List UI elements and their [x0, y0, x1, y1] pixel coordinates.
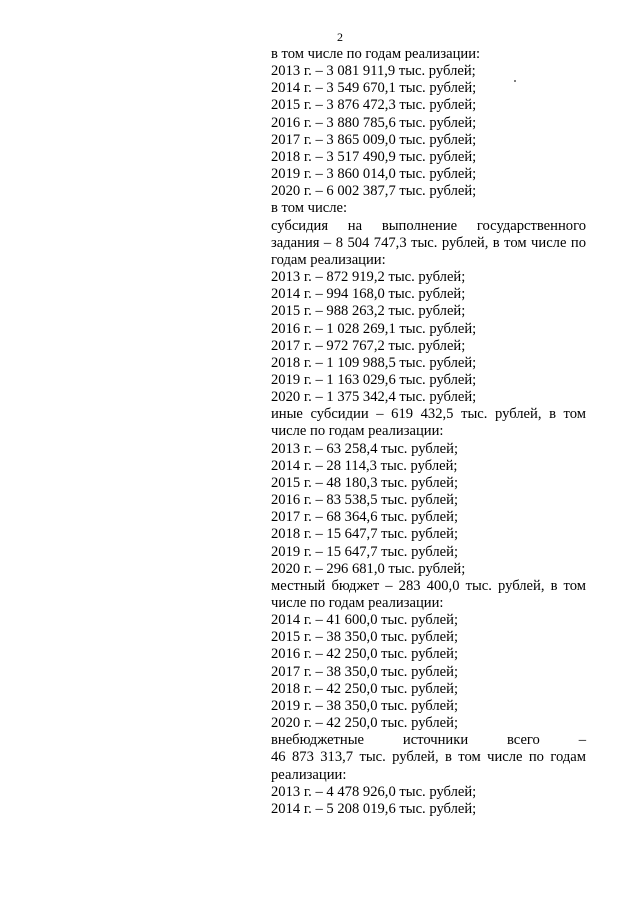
other-subsidies-paragraph: иные субсидии – 619 432,5 тыс. рублей, в том числе по годам реализации: — [271, 406, 586, 440]
extrabudgetary-paragraph-first-line: внебюджетные источники всего – — [271, 732, 586, 749]
year-line: 2014 г. – 5 208 019,6 тыс. рублей; — [271, 800, 477, 817]
year-line: 2015 г. – 48 180,3 тыс. рублей; — [271, 474, 458, 491]
year-line: 2017 г. – 972 767,2 тыс. рублей; — [271, 337, 466, 354]
document-body — [271, 46, 586, 818]
year-line: 2020 г. – 296 681,0 тыс. рублей; — [271, 560, 466, 577]
year-line: 2020 г. – 1 375 342,4 тыс. рублей; — [271, 389, 477, 406]
year-line: 2017 г. – 38 350,0 тыс. рублей; — [271, 663, 458, 680]
year-line: 2020 г. – 6 002 387,7 тыс. рублей; — [271, 183, 477, 200]
year-line: 2019 г. – 15 647,7 тыс. рублей; — [271, 543, 458, 560]
extrabudgetary-paragraph: 46 873 313,7 тыс. рублей, в том числе по годам реализации: — [271, 749, 586, 783]
subsidy-paragraph: субсидия на выполнение государственного задания – 8 504 747,3 тыс. рублей, в том числе по годам реализации: — [271, 217, 586, 268]
year-line: 2016 г. – 1 028 269,1 тыс. рублей; — [271, 320, 477, 337]
year-line: 2013 г. – 63 258,4 тыс. рублей; — [271, 440, 458, 457]
page-number: 2 — [337, 30, 343, 44]
year-line: 2016 г. – 83 538,5 тыс. рублей; — [271, 492, 458, 509]
year-line: 2017 г. – 68 364,6 тыс. рублей; — [271, 509, 458, 526]
year-line: 2018 г. – 42 250,0 тыс. рублей; — [271, 680, 458, 697]
text-line: в том числе по годам реализации: — [271, 46, 481, 62]
year-line: 2020 г. – 42 250,0 тыс. рублей; — [271, 715, 458, 732]
year-line: 2016 г. – 3 880 785,6 тыс. рублей; — [271, 114, 477, 131]
year-line: 2013 г. – 4 478 926,0 тыс. рублей; — [271, 783, 477, 800]
year-line: 2014 г. – 3 549 670,1 тыс. рублей; — [271, 80, 477, 97]
year-line: 2014 г. – 994 168,0 тыс. рублей; — [271, 286, 466, 303]
year-line: 2019 г. – 38 350,0 тыс. рублей; — [271, 697, 458, 714]
year-line: 2013 г. – 872 919,2 тыс. рублей; — [271, 269, 466, 286]
year-line: 2019 г. – 1 163 029,6 тыс. рублей; — [271, 371, 477, 388]
year-line: 2015 г. – 3 876 472,3 тыс. рублей; — [271, 97, 477, 114]
year-line: 2014 г. – 28 114,3 тыс. рублей; — [271, 457, 458, 474]
year-line: 2018 г. – 3 517 490,9 тыс. рублей; — [271, 148, 477, 165]
year-line: 2018 г. – 1 109 988,5 тыс. рублей; — [271, 354, 477, 371]
year-line: 2014 г. – 41 600,0 тыс. рублей; — [271, 612, 458, 629]
year-line: 2018 г. – 15 647,7 тыс. рублей; — [271, 526, 458, 543]
year-line: 2013 г. – 3 081 911,9 тыс. рублей; — [271, 63, 476, 80]
year-line: 2017 г. – 3 865 009,0 тыс. рублей; — [271, 131, 477, 148]
year-line: 2019 г. – 3 860 014,0 тыс. рублей; — [271, 166, 477, 183]
year-line: 2015 г. – 988 263,2 тыс. рублей; — [271, 303, 466, 320]
year-line: 2015 г. – 38 350,0 тыс. рублей; — [271, 629, 458, 646]
year-line: 2016 г. – 42 250,0 тыс. рублей; — [271, 646, 458, 663]
text-line: в том числе: — [271, 200, 348, 217]
local-budget-paragraph: местный бюджет – 283 400,0 тыс. рублей, в том числе по годам реализации: — [271, 577, 586, 611]
